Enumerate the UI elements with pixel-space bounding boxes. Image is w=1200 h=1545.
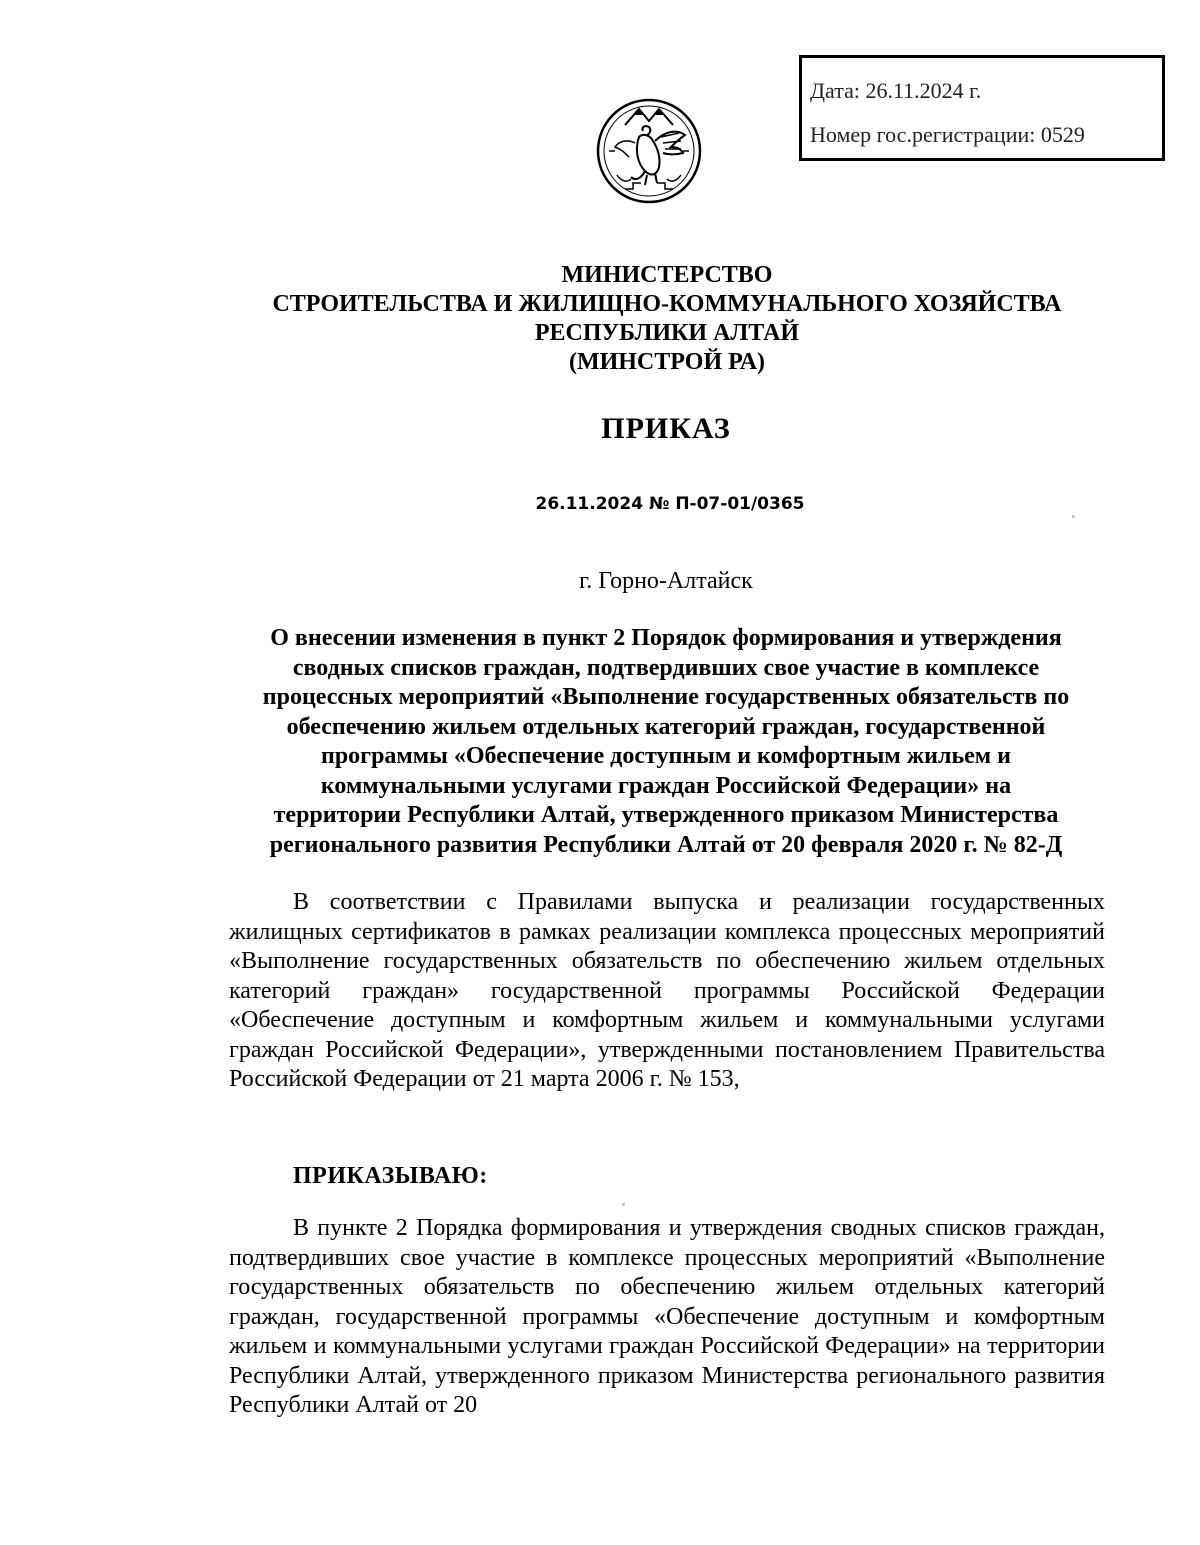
preamble-text: В соответствии с Правилами выпуска и реализации государственных жилищных сертификатов в рамках реализации комплекса процессных мероприятий «Выполнение государственных обязательств по обеспечению жильем отдельных категорий граждан» государственной программы Российской Федерации «Обеспечение доступным и комфортным жильем и коммунальными услугами граждан Российской Федерации», утвержденными постановлением Правительства Российской Федерации от 21 марта 2006 г. № 153,: [229, 889, 1105, 1092]
city-name: г. Горно-Алтайск: [579, 568, 753, 594]
subject-line: сводных списков граждан, подтвердивших свое участие в комплексе: [292, 654, 1040, 681]
registration-stamp: [799, 55, 1165, 161]
preamble-paragraph: [229, 888, 1105, 1095]
subject-line: программы «Обеспечение доступным и комфортным жильем и: [321, 743, 1011, 769]
registration-number: Номер гос.регистрации: 0529: [810, 122, 1085, 147]
ministry-line: МИНИСТЕРСТВО: [561, 262, 773, 288]
order-directive-heading: ПРИКАЗЫВАЮ:: [293, 1163, 488, 1189]
subject-line: О внесении изменения в пункт 2 Порядок формирования и утверждения: [270, 625, 1062, 651]
clause-paragraph: [229, 1214, 1105, 1421]
order-subject: [236, 624, 1096, 860]
subject-line: коммунальными услугами граждан Российской Федерации» на: [320, 772, 1012, 799]
ministry-line: СТРОИТЕЛЬСТВА И ЖИЛИЩНО-КОММУНАЛЬНОГО ХОЗЯЙСТВА: [272, 291, 1062, 317]
ministry-name: [132, 261, 1200, 377]
scan-speck: [1072, 515, 1075, 518]
clause-text: В пункте 2 Порядка формирования и утверждения сводных списков граждан, подтвердивших свое участие в комплексе процессных мероприятий «Выполнение государственных обязательств по обеспечению жильем отдельных категорий граждан, государственной программы «Обеспечение доступным и комфортным жильем и коммунальными услугами граждан Российской Федерации» на территории Республики Алтай, утвержденного приказом Министерства регионального развития Республики Алтай от 20: [229, 1215, 1105, 1418]
subject-line: регионального развития Республики Алтай от 20 февраля 2020 г. № 82-Д: [269, 831, 1063, 858]
ministry-line: РЕСПУБЛИКИ АЛТАЙ: [534, 320, 800, 346]
order-number: 26.11.2024 № П-07-01/0365: [535, 494, 805, 514]
document-type-title: ПРИКАЗ: [601, 412, 731, 445]
subject-line: обеспечению жильем отдельных категорий граждан, государственной: [286, 713, 1046, 740]
subject-line: территории Республики Алтай, утвержденного приказом Министерства: [273, 802, 1059, 828]
coat-of-arms-icon: [595, 97, 703, 205]
scan-speck: [622, 1203, 625, 1206]
ministry-line: (МИНСТРОЙ РА): [568, 349, 766, 375]
subject-line: процессных мероприятий «Выполнение государственных обязательств по: [262, 684, 1070, 710]
registration-date: Дата: 26.11.2024 г.: [810, 78, 982, 103]
